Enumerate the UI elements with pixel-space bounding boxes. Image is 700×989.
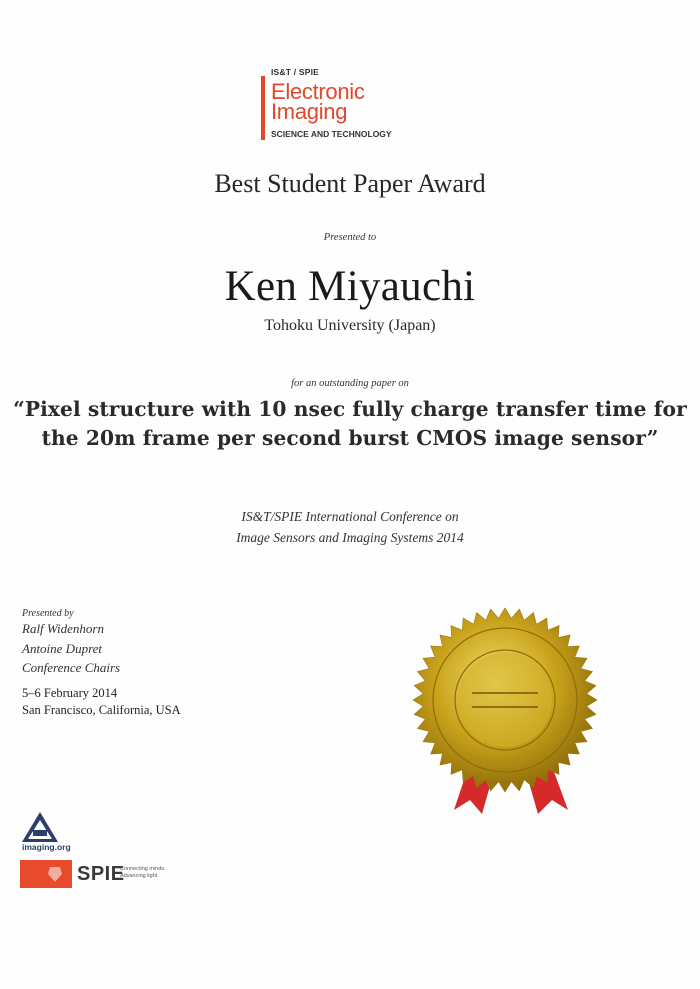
- presenters-block: [22, 608, 181, 719]
- recipient-affiliation: Tohoku University (Japan): [264, 317, 436, 334]
- chair-name: Antoine Dupret: [22, 640, 103, 656]
- paper-title: [0, 395, 700, 453]
- presented-by-label: Presented by: [22, 608, 74, 619]
- spie-wordmark: SPIE: [77, 863, 125, 885]
- paper-intro: for an outstanding paper on: [291, 378, 409, 389]
- paper-title-line-2: the 20m frame per second burst CMOS image sensor”: [41, 426, 659, 450]
- spie-emblem-icon: [20, 860, 72, 888]
- paper-title-line-1: “Pixel structure with 10 nsec fully charge transfer time for: [13, 397, 687, 421]
- logo-word-electronic: Electronic: [271, 79, 365, 104]
- chair-name: Ralf Widenhorn: [22, 621, 104, 636]
- recipient-name: Ken Miyauchi: [224, 263, 476, 310]
- conference-line-2: Image Sensors and Imaging Systems 2014: [236, 530, 464, 545]
- spie-tagline: [120, 866, 166, 880]
- electronic-imaging-logo: [261, 67, 421, 145]
- conference-name: [0, 506, 700, 548]
- spie-tagline-line-1: Connecting minds.: [120, 866, 166, 872]
- logo-accent-bar: [261, 76, 265, 140]
- spie-logo-icon: [20, 860, 170, 888]
- event-location: San Francisco, California, USA: [22, 702, 181, 717]
- spie-red-block: [20, 860, 72, 888]
- gold-seal-icon: [402, 600, 608, 820]
- event-date: 5–6 February 2014: [22, 685, 118, 700]
- award-title: Best Student Paper Award: [214, 169, 486, 198]
- chairs-title: Conference Chairs: [22, 660, 121, 675]
- presented-to-label: Presented to: [323, 232, 377, 243]
- spie-tagline-line-2: Advancing light.: [120, 873, 159, 879]
- ist-url: imaging.org: [22, 842, 71, 852]
- logo-word-imaging: Imaging: [271, 99, 348, 124]
- logo-subtitle: SCIENCE AND TECHNOLOGY: [271, 129, 392, 139]
- conference-line-1: IS&T/SPIE International Conference on: [241, 509, 459, 524]
- logo-org-label: IS&T / SPIE: [271, 67, 320, 77]
